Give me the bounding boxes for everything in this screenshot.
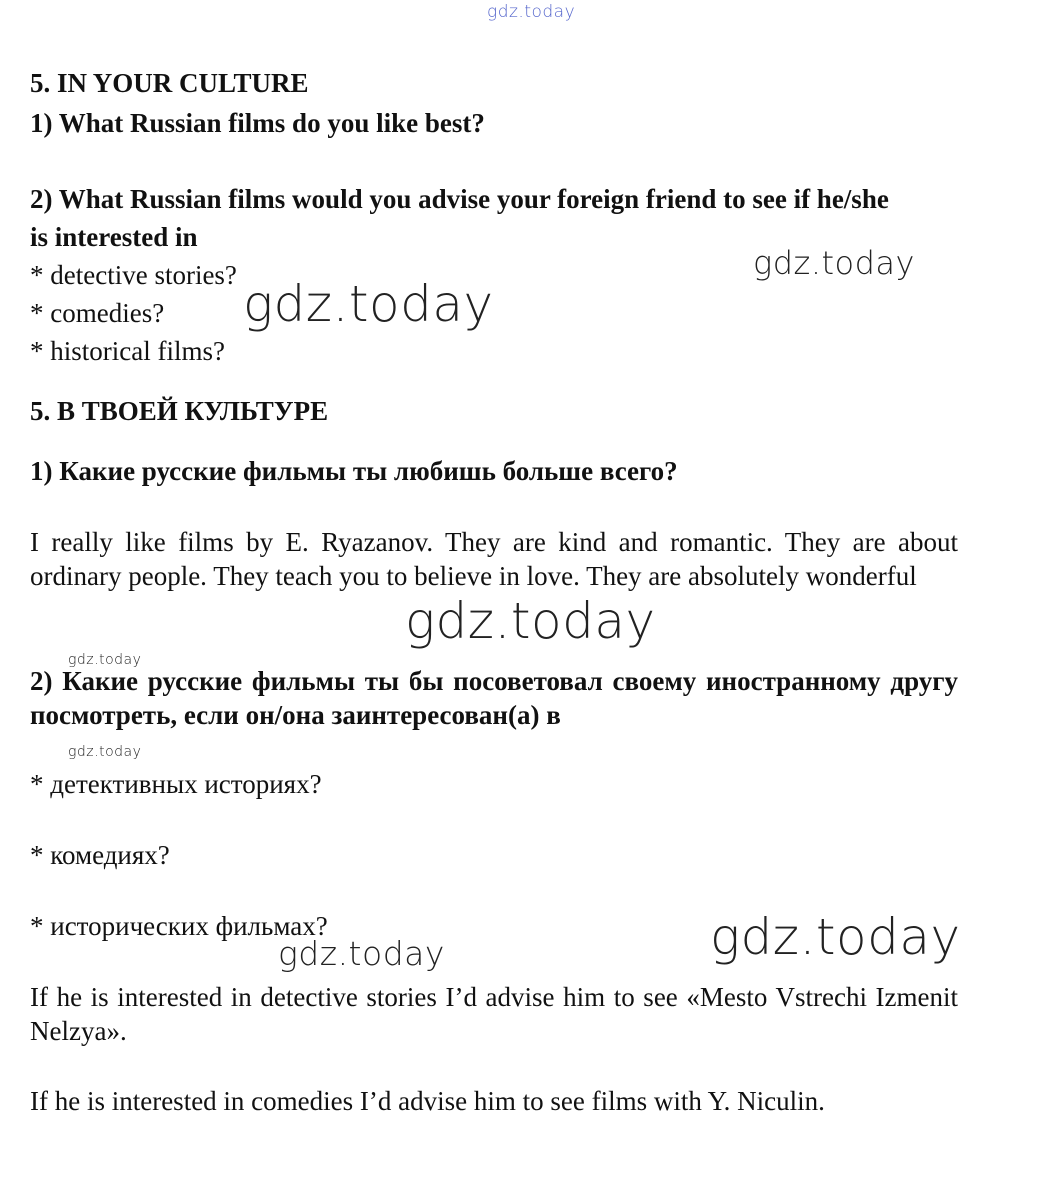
question-1-en: 1) What Russian films do you like best? xyxy=(30,108,485,138)
answer-2-detective: If he is interested in detective stories I’d advise him to see «Mesto Vstrechi Izmenit Nelzya». xyxy=(30,982,958,1046)
watermark-tiny-2: gdz.today xyxy=(68,744,142,760)
question-2-en-line-1: 2) What Russian films would you advise your foreign friend to see if he/she xyxy=(30,184,889,214)
watermark-right-small: gdz.today xyxy=(753,244,915,282)
question-1-ru: 1) Какие русские фильмы ты любишь больше всего? xyxy=(30,456,678,486)
watermark-medium: gdz.today xyxy=(278,934,445,973)
watermark-large-1: gdz.today xyxy=(243,275,494,333)
question-2-en-line-2: is interested in xyxy=(30,222,198,252)
section-heading-en: 5. IN YOUR CULTURE xyxy=(30,68,309,98)
bullet-en-comedies: * comedies? xyxy=(30,298,165,328)
question-2-ru: 2) Какие русские фильмы ты бы посоветовал своему иностранному другу посмотреть, если он/она заинтересован(а) в xyxy=(30,666,958,730)
answer-1: I really like films by E. Ryazanov. They are kind and romantic. They are about ordinary people. They teach you to believe in love. They are absolutely wonderful xyxy=(30,527,958,591)
watermark-tiny-1: gdz.today xyxy=(68,652,142,668)
bullet-en-detective: * detective stories? xyxy=(30,260,237,290)
watermark-large-3: gdz.today xyxy=(710,908,961,966)
watermark-top: gdz.today xyxy=(487,2,576,22)
bullet-en-historical: * historical films? xyxy=(30,336,225,366)
bullet-ru-detective: * детективных историях? xyxy=(30,769,322,799)
watermark-large-2: gdz.today xyxy=(405,592,656,650)
section-heading-ru: 5. В ТВОЕЙ КУЛЬТУРЕ xyxy=(30,396,329,426)
bullet-ru-historical: * исторических фильмах? xyxy=(30,911,328,941)
bullet-ru-comedies: * комедиях? xyxy=(30,840,170,870)
answer-2-comedies: If he is interested in comedies I’d advise him to see films with Y. Niculin. xyxy=(30,1086,825,1116)
